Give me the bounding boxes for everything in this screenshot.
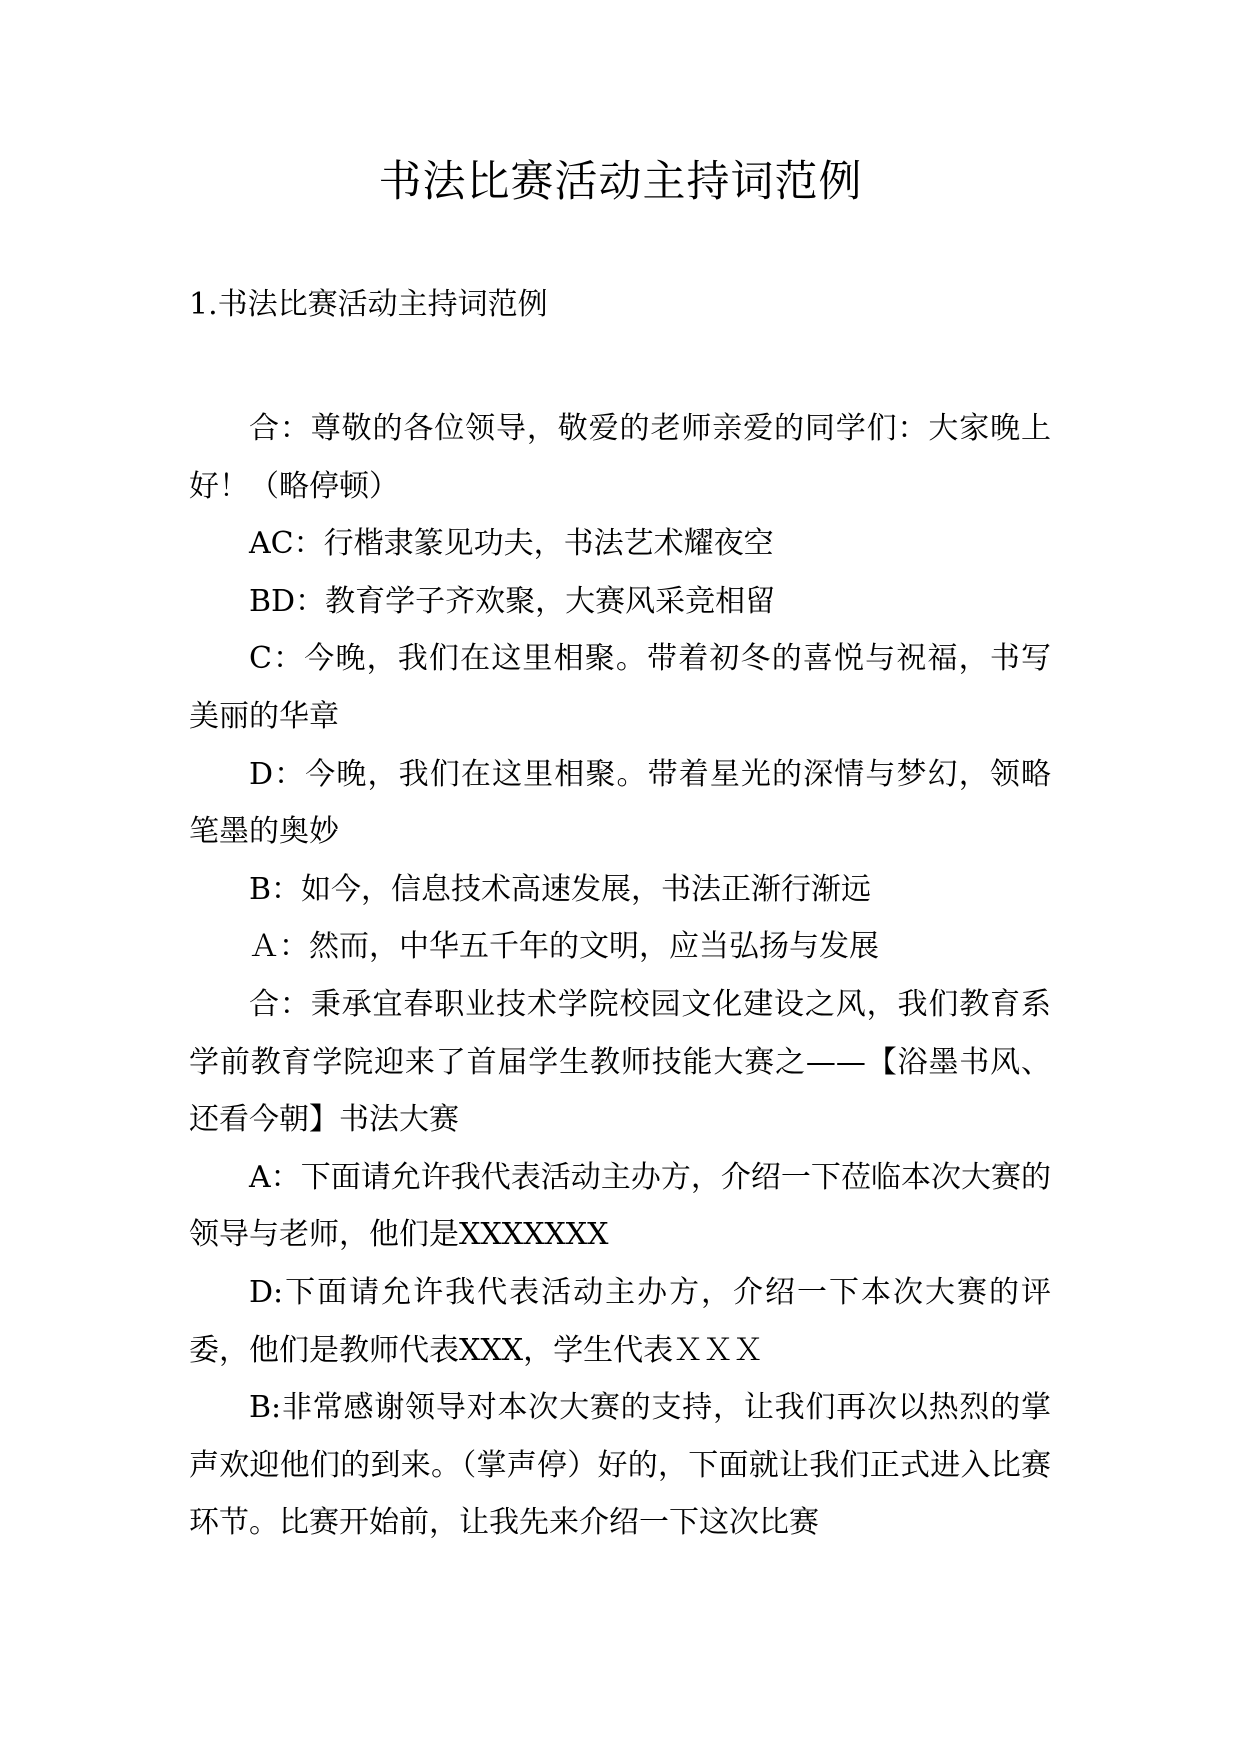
- paragraph: A：下面请允许我代表活动主办方，介绍一下莅临本次大赛的领导与老师，他们是XXXXXXX: [189, 1159, 1051, 1253]
- paragraph: 合：尊敬的各位领导，敬爱的老师亲爱的同学们：大家晚上好！（略停顿）: [189, 411, 1051, 504]
- paragraph: B:非常感谢领导对本次大赛的支持，让我们再次以热烈的掌声欢迎他们的到来。（掌声停）好的，下面就让我们正式进入比赛环节。比赛开始前，让我先来介绍一下这次比赛: [189, 1390, 1051, 1541]
- paragraph: D:下面请允许我代表活动主办方，介绍一下本次大赛的评委，他们是教师代表XXX，学生代表ＸＸＸ: [189, 1274, 1051, 1368]
- paragraph: 合：秉承宜春职业技术学院校园文化建设之风，我们教育系学前教育学院迎来了首届学生教师技能大赛之——【浴墨书风、还看今朝】书法大赛: [189, 986, 1051, 1138]
- paragraph: AC：行楷隶篆见功夫，书法艺术耀夜空: [249, 526, 774, 562]
- paragraph: D：今晚，我们在这里相聚。带着星光的深情与梦幻，领略笔墨的奥妙: [189, 756, 1051, 850]
- paragraph: C：今晚，我们在这里相聚。带着初冬的喜悦与祝福，书写美丽的华章: [189, 641, 1051, 734]
- paragraph: Ａ：然而，中华五千年的文明，应当弘扬与发展: [249, 929, 879, 965]
- paragraph: BD：教育学子齐欢聚，大赛风采竞相留: [249, 583, 776, 619]
- document-title: 书法比赛活动主持词范例: [378, 157, 863, 207]
- document-body: [189, 400, 1051, 1552]
- paragraph: B：如今，信息技术高速发展，书法正渐行渐远: [249, 871, 872, 907]
- section-heading: 1.书法比赛活动主持词范例: [189, 287, 548, 322]
